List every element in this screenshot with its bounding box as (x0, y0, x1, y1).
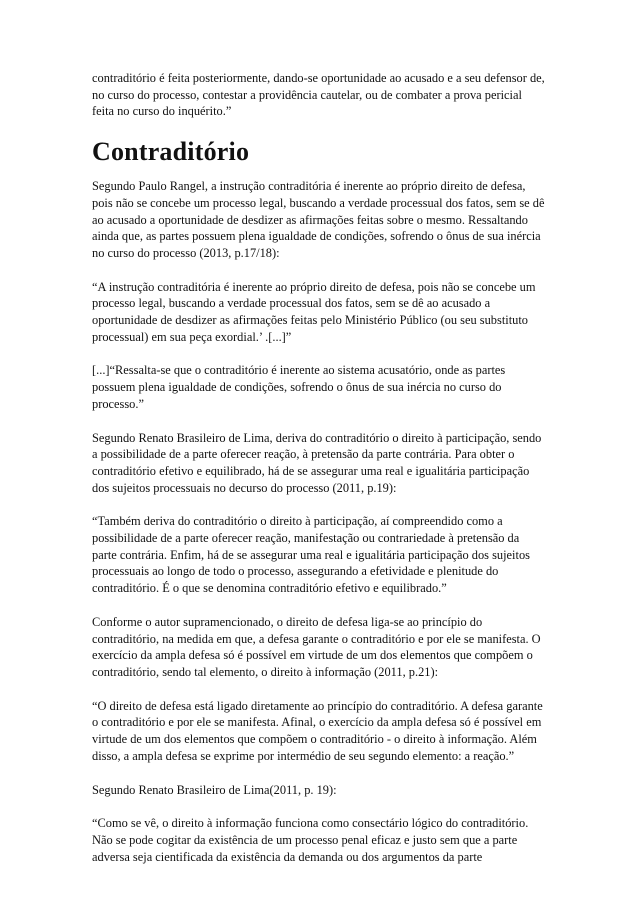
quote-rangel-1: “A instrução contraditória é inerente ao próprio direito de defesa, pois não se concebe um processo legal, buscando a verdade processual dos fatos, sem se dê ao acusado a oportunidade de desdizer as afirmações feitas pelo Ministério Público (ou seu substituto processual) em sua peça exordial.’ .[...]” (92, 279, 536, 344)
quote-defense-link: “O direito de defesa está ligado diretamente ao princípio do contraditório. A defesa garante o contraditório e por ele se manifesta. Afinal, o exercício da ampla defesa só é possível em virtude de um dos elementos que compõem o contraditório - o direito à informação. Além disso, a ampla defesa se exprime por intermédio de seu segundo elemento: a reação.” (92, 698, 543, 763)
paragraph-lima-participation: Segundo Renato Brasileiro de Lima, deriva do contraditório o direito à participação, sendo a possibilidade de a parte oferecer reação, à pretensão da parte contrária. Para obter o contraditório efetivo e equilibrado, há de se assegurar uma real e igualitária participação dos sujeitos processuais no decurso do processo (2011, p.19): (92, 430, 542, 495)
quote-rangel-2: [...]“Ressalta-se que o contraditório é inerente ao sistema acusatório, onde as partes possuem plena igualdade de condições, sofrendo o ônus de sua inércia no curso do processo.” (92, 363, 506, 411)
paragraph-lima-citation: Segundo Renato Brasileiro de Lima(2011, p. 19): (92, 782, 337, 797)
quote-lima-participation: “Também deriva do contraditório o direito à participação, aí compreendido como a possibilidade de a parte oferecer reação, manifestação ou contrariedade à pretensão da parte contrária. Enfim, há de se assegurar uma real e igualitária participação dos sujeitos processuais ao longo de todo o processo, assegurando a efetividade e plenitude do contraditório. É o que se denomina contraditório efetivo e equilibrado.” (92, 514, 530, 596)
section-title: Contraditório (92, 137, 250, 167)
paragraph-rangel-intro: Segundo Paulo Rangel, a instrução contraditória é inerente ao próprio direito de defesa, pois não se concebe um processo legal, buscando a verdade processual dos fatos, sem se dê ao acusado a oportunidade de desdizer as afirmações feitas sobre o mesmo. Ressaltando ainda que, as partes possuem plena igualdade de condições, sofrendo o ônus de sua inércia no curso do processo (2013, p.17/18): (92, 179, 545, 260)
paragraph-defense-link: Conforme o autor supramencionado, o direito de defesa liga-se ao princípio do contraditório, na medida em que, a defesa garante o contraditório e por ele se manifesta. O exercício da ampla defesa só é possível em virtude de um dos elementos que compõem o contraditório, sendo tal elemento, o direito à informação (2011, p.21): (92, 614, 541, 679)
quote-information-right: “Como se vê, o direito à informação funciona como consectário lógico do contraditório. Não se pode cogitar da existência de um processo penal eficaz e justo sem que a parte adversa seja cientificada da existência da demanda ou dos argumentos da parte (92, 816, 529, 864)
intro-paragraph: contraditório é feita posteriormente, dando-se oportunidade ao acusado e a seu defensor de, no curso do processo, contestar a providência cautelar, ou de combater a prova pericial feita no curso do inquérito.” (92, 71, 545, 119)
